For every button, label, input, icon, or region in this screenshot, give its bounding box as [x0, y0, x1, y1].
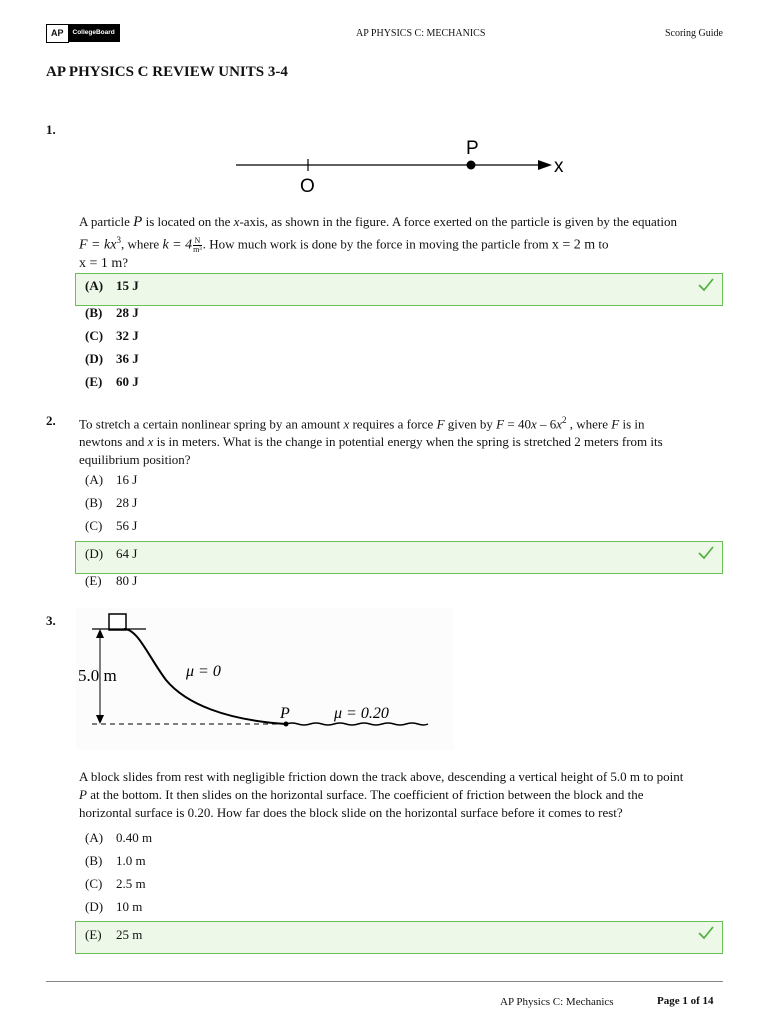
q1-option-b[interactable]: (B) 28 J: [85, 305, 139, 320]
header-course: AP PHYSICS C: MECHANICS: [356, 28, 486, 39]
label-o: O: [300, 176, 315, 197]
question-3-number: 3.: [46, 613, 56, 628]
logo-cb-text: CollegeBoard: [69, 24, 120, 42]
question-1-stem: A particle P is located on the x-axis, as shown in the figure. A force exerted on the particle is given by the equation $F = kx^3$, where k = 4 $\frac{N}{\text{m³}}$ . How much work is done by the force in moving the particle from x = 2 m to x = 1 m?: [79, 214, 677, 272]
q1-option-c[interactable]: (C) 32 J: [85, 328, 139, 343]
question-3-figure: [76, 608, 454, 750]
q2-option-e[interactable]: (E) 80 J: [85, 573, 138, 588]
correct-answer-highlight: [75, 541, 723, 574]
point-p-label: P: [280, 705, 290, 722]
q2-option-b[interactable]: (B) 28 J: [85, 495, 138, 510]
footer-course: AP Physics C: Mechanics: [500, 996, 614, 1008]
question-2-stem: To stretch a certain nonlinear spring by an amount x requires a force F given by $F = 40x - 6x^2$ , where F is in newtons and x is in meters. What is the change in potential energy when the spring is stretched 2 meters from its equilibrium position?: [79, 415, 663, 468]
q1-option-e[interactable]: (E) 60 J: [85, 374, 139, 389]
q1-option-d[interactable]: (D) 36 J: [85, 351, 139, 366]
q2-option-c[interactable]: (C) 56 J: [85, 518, 138, 533]
point-p-dot: [284, 722, 289, 727]
ap-collegeboard-logo: [46, 24, 120, 42]
checkmark-icon: [698, 278, 714, 292]
particle-p-dot: [467, 161, 476, 170]
correct-answer-highlight: [75, 921, 723, 954]
q3-option-d[interactable]: (D) 10 m: [85, 899, 143, 914]
page-header: [46, 24, 723, 46]
label-x: x: [554, 156, 564, 177]
question-2-number: 2.: [46, 413, 56, 428]
mu-zero-label: μ = 0: [186, 663, 221, 680]
q3-option-a[interactable]: (A) 0.40 m: [85, 830, 153, 845]
checkmark-icon: [698, 926, 714, 940]
page-title: AP PHYSICS C REVIEW UNITS 3-4: [46, 64, 288, 80]
footer-divider: [46, 981, 723, 982]
q2-option-a[interactable]: (A) 16 J: [85, 472, 138, 487]
label-p: P: [466, 138, 479, 159]
header-scoring-guide: Scoring Guide: [664, 28, 723, 39]
footer-page-number: Page 1 of 14: [657, 995, 714, 1007]
q3-option-e[interactable]: (E) 25 m: [85, 927, 143, 942]
x-axis-arrow: [538, 160, 552, 170]
correct-answer-highlight: [75, 273, 723, 306]
question-1-number: 1.: [46, 122, 56, 137]
mu-rough-label: μ = 0.20: [334, 705, 389, 722]
question-3-stem: A block slides from rest with negligible friction down the track above, descending a vertical height of 5.0 m to point P at the bottom. It then slides on the horizontal surface. The coefficient of friction between the block and the horizontal surface is 0.20. How far does the block slide on the horizontal surface before it comes to rest?: [79, 769, 684, 820]
block: [109, 614, 126, 630]
logo-ap-text: AP: [46, 24, 69, 43]
height-label: 5.0 m: [78, 666, 117, 685]
checkmark-icon: [698, 546, 714, 560]
question-1-figure: [230, 134, 590, 198]
q2-option-d[interactable]: (D) 64 J: [85, 546, 138, 561]
q3-option-b[interactable]: (B) 1.0 m: [85, 853, 146, 868]
q1-option-a[interactable]: (A) 15 J: [85, 278, 139, 293]
q3-option-c[interactable]: (C) 2.5 m: [85, 876, 146, 891]
